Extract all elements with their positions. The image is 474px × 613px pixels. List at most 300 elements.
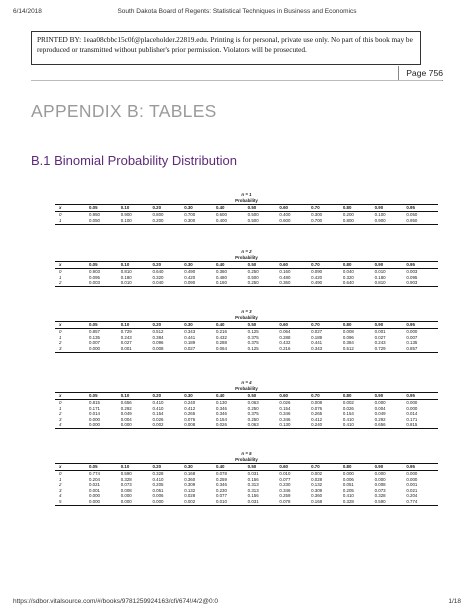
table-cell: 0.000 <box>120 422 132 428</box>
table-n-label: n = 2 <box>241 249 252 254</box>
table-cell: 0.204 <box>89 476 100 482</box>
table-cell: 0.007 <box>406 334 418 340</box>
table-cell: 0.132 <box>184 487 196 493</box>
table-cell: 0.300 <box>184 217 196 223</box>
table-row <box>55 422 438 428</box>
column-header-probability: 0.40 <box>215 261 225 267</box>
table-cell: 0.010 <box>215 498 227 504</box>
table-rule <box>55 224 438 225</box>
column-header-probability: 0.70 <box>311 392 320 398</box>
binomial-table <box>55 309 438 353</box>
column-header-x: x <box>59 392 62 398</box>
table-cell: 0.900 <box>120 212 132 218</box>
table-cell: 0.313 <box>247 487 259 493</box>
divider <box>31 80 442 81</box>
table-cell: 0.010 <box>120 280 132 286</box>
table-cell: 0.590 <box>120 471 132 477</box>
table-cell: 0.073 <box>120 482 132 488</box>
column-header-probability: 0.30 <box>184 261 193 267</box>
column-header-probability: 0.05 <box>89 392 98 398</box>
table-cell: 0.410 <box>342 416 354 422</box>
table-cell: 0.008 <box>342 329 354 335</box>
table-cell: 0.259 <box>215 476 227 482</box>
table-cell: 0.410 <box>152 405 164 411</box>
column-header-probability: 0.90 <box>374 321 384 327</box>
table-cell: 0.003 <box>89 280 100 286</box>
table-cell: 0.700 <box>311 217 323 223</box>
table-cell: 0.656 <box>374 422 386 428</box>
table-cell: 0.049 <box>120 411 132 417</box>
table-cell: 0.800 <box>152 212 164 218</box>
column-header-probability: 0.70 <box>311 204 320 210</box>
table-cell: 0.000 <box>374 400 386 406</box>
column-header-probability: 0.30 <box>184 204 193 210</box>
binomial-table <box>55 249 438 287</box>
table-cell: 0.004 <box>120 416 132 422</box>
table-cell: 0.156 <box>247 493 259 499</box>
column-header-probability: 0.50 <box>247 261 257 267</box>
row-x-value: 4 <box>59 422 62 428</box>
table-cell: 0.100 <box>374 212 386 218</box>
row-x-value: 1 <box>59 274 62 280</box>
table-rule <box>55 352 438 353</box>
table-cell: 0.154 <box>215 416 227 422</box>
column-header-probability: 0.05 <box>89 204 98 210</box>
table-cell: 0.031 <box>247 471 259 477</box>
table-cell: 0.008 <box>184 422 196 428</box>
table-cell: 0.420 <box>311 274 323 280</box>
table-cell: 0.950 <box>89 212 100 218</box>
table-header-row <box>55 205 438 212</box>
table-cell: 0.000 <box>406 405 418 411</box>
table-cell: 0.006 <box>342 476 354 482</box>
table-cell: 0.077 <box>215 493 227 499</box>
probability-label: Probability <box>235 254 258 260</box>
table-cell: 0.343 <box>184 329 196 335</box>
table-cell: 0.309 <box>311 487 323 493</box>
table-cell: 0.096 <box>152 340 164 346</box>
table-cell: 0.064 <box>215 345 227 351</box>
table-cell: 0.000 <box>89 493 100 499</box>
table-cell: 0.412 <box>184 405 196 411</box>
probability-label: Probability <box>235 197 258 203</box>
column-header-probability: 0.95 <box>406 392 415 398</box>
table-cell: 0.135 <box>406 340 418 346</box>
column-header-x: x <box>59 204 62 210</box>
table-cell: 0.410 <box>342 422 354 428</box>
table-cell: 0.328 <box>374 493 386 499</box>
table-rule <box>55 428 438 429</box>
table-n-label: n = 1 <box>241 192 252 197</box>
table-cell: 0.002 <box>152 422 164 428</box>
binomial-table <box>55 192 438 225</box>
column-header-probability: 0.30 <box>184 392 193 398</box>
table-cell: 0.400 <box>279 212 291 218</box>
table-cell: 0.259 <box>279 493 291 499</box>
table-cell: 0.313 <box>247 482 259 488</box>
row-x-value: 1 <box>59 217 62 223</box>
column-header-probability: 0.95 <box>406 261 415 267</box>
table-cell: 0.480 <box>279 274 291 280</box>
table-cell: 0.250 <box>247 416 259 422</box>
table-cell: 0.001 <box>89 487 100 493</box>
table-cell: 0.250 <box>247 280 259 286</box>
table-cell: 0.200 <box>342 212 354 218</box>
column-header-probability: 0.20 <box>152 204 162 210</box>
table-cell: 0.346 <box>279 487 291 493</box>
table-cell: 0.230 <box>215 487 227 493</box>
table-cell: 0.026 <box>215 422 227 428</box>
column-header-probability: 0.05 <box>89 463 98 469</box>
table-cell: 0.346 <box>279 411 291 417</box>
table-cell: 0.026 <box>152 416 164 422</box>
table-cell: 0.189 <box>184 340 196 346</box>
table-cell: 0.265 <box>311 411 323 417</box>
table-cell: 0.600 <box>215 212 227 218</box>
table-cell: 0.002 <box>342 400 354 406</box>
table-cell: 0.490 <box>311 280 323 286</box>
page-number-label: Page 756 <box>398 66 443 81</box>
table-cell: 0.903 <box>89 269 100 275</box>
table-cell: 0.027 <box>311 329 323 335</box>
table-cell: 0.051 <box>342 482 354 488</box>
column-header-x: x <box>59 463 62 469</box>
column-header-probability: 0.50 <box>247 463 257 469</box>
table-cell: 0.180 <box>374 274 386 280</box>
table-cell: 0.729 <box>120 329 132 335</box>
table-cell: 0.006 <box>152 493 164 499</box>
table-cell: 0.002 <box>311 471 323 477</box>
table-cell: 0.500 <box>247 217 259 223</box>
table-cell: 0.441 <box>184 334 196 340</box>
table-cell: 0.168 <box>311 498 323 504</box>
table-cell: 0.320 <box>152 274 164 280</box>
row-x-value: 2 <box>59 482 62 488</box>
column-header-probability: 0.40 <box>215 321 225 327</box>
table-cell: 0.360 <box>184 476 196 482</box>
table-row <box>55 499 438 505</box>
binomial-table <box>55 451 438 506</box>
table-cell: 0.000 <box>406 329 418 335</box>
table-header-row <box>55 393 438 400</box>
table-cell: 0.412 <box>311 416 323 422</box>
table-n-label: n = 3 <box>241 309 252 314</box>
column-header-probability: 0.70 <box>311 463 320 469</box>
column-header-probability: 0.40 <box>215 392 225 398</box>
table-cell: 0.014 <box>89 411 100 417</box>
table-cell: 0.328 <box>120 476 132 482</box>
table-cell: 0.000 <box>120 498 132 504</box>
column-header-probability: 0.30 <box>184 463 193 469</box>
column-header-probability: 0.90 <box>374 392 384 398</box>
table-cell: 0.001 <box>406 482 418 488</box>
column-header-probability: 0.20 <box>152 463 162 469</box>
column-header-probability: 0.80 <box>342 463 352 469</box>
table-cell: 0.432 <box>279 340 291 346</box>
row-x-value: 5 <box>59 498 62 504</box>
table-cell: 0.729 <box>374 345 386 351</box>
table-cell: 0.309 <box>184 482 196 488</box>
table-cell: 0.031 <box>247 498 259 504</box>
table-cell: 0.774 <box>89 471 100 477</box>
column-header-probability: 0.70 <box>311 261 320 267</box>
table-cell: 0.010 <box>374 269 386 275</box>
table-cell: 0.346 <box>215 405 227 411</box>
column-header-probability: 0.80 <box>342 261 352 267</box>
table-cell: 0.512 <box>342 345 354 351</box>
row-x-value: 4 <box>59 493 62 499</box>
table-cell: 0.328 <box>342 498 354 504</box>
table-cell: 0.008 <box>374 482 386 488</box>
table-cell: 0.441 <box>311 340 323 346</box>
column-header-probability: 0.80 <box>342 321 352 327</box>
table-cell: 0.168 <box>184 471 196 477</box>
table-cell: 0.410 <box>152 400 164 406</box>
table-cell: 0.500 <box>247 212 259 218</box>
table-cell: 0.205 <box>152 482 164 488</box>
table-cell: 0.250 <box>247 405 259 411</box>
column-header-probability: 0.10 <box>120 321 130 327</box>
table-cell: 0.360 <box>279 280 291 286</box>
column-header-probability: 0.05 <box>89 261 98 267</box>
section-title: B.1 Binomial Probability Distribution <box>31 153 237 168</box>
table-cell: 0.156 <box>247 476 259 482</box>
table-cell: 0.320 <box>342 274 354 280</box>
table-cell: 0.001 <box>120 345 132 351</box>
table-row <box>55 218 438 224</box>
table-cell: 0.243 <box>374 340 386 346</box>
table-cell: 0.004 <box>374 405 386 411</box>
table-cell: 0.001 <box>374 329 386 335</box>
column-header-probability: 0.95 <box>406 204 415 210</box>
table-cell: 0.189 <box>311 334 323 340</box>
table-cell: 0.132 <box>311 482 323 488</box>
table-cell: 0.216 <box>279 345 291 351</box>
table-cell: 0.154 <box>342 411 354 417</box>
table-row <box>55 280 438 286</box>
table-cell: 0.500 <box>247 274 259 280</box>
table-cell: 0.000 <box>406 471 418 477</box>
table-cell: 0.154 <box>152 411 164 417</box>
table-cell: 0.810 <box>374 280 386 286</box>
table-n-label: n = 5 <box>241 451 252 456</box>
binomial-table <box>55 380 438 429</box>
table-cell: 0.063 <box>247 400 259 406</box>
table-cell: 0.375 <box>247 411 259 417</box>
table-cell: 0.040 <box>342 269 354 275</box>
table-cell: 0.027 <box>184 345 196 351</box>
table-cell: 0.375 <box>247 340 259 346</box>
column-header-probability: 0.20 <box>152 392 162 398</box>
table-cell: 0.375 <box>247 334 259 340</box>
table-cell: 0.026 <box>279 400 291 406</box>
column-header-probability: 0.60 <box>279 392 288 398</box>
table-cell: 0.640 <box>342 280 354 286</box>
row-x-value: 2 <box>59 340 62 346</box>
column-header-x: x <box>59 261 62 267</box>
page-url: https://sdbor.vitalsource.com/#/books/9781259924163/cfi/674!/4/2@0:0 <box>13 598 218 605</box>
table-cell: 0.900 <box>374 217 386 223</box>
column-header-probability: 0.30 <box>184 321 193 327</box>
table-cell: 0.288 <box>215 340 227 346</box>
table-cell: 0.002 <box>184 498 196 504</box>
table-cell: 0.040 <box>152 280 164 286</box>
print-header <box>0 8 474 20</box>
column-header-probability: 0.60 <box>279 321 288 327</box>
table-cell: 0.010 <box>279 471 291 477</box>
column-header-probability: 0.95 <box>406 321 415 327</box>
table-cell: 0.078 <box>215 471 227 477</box>
table-cell: 0.216 <box>215 329 227 335</box>
copyright-notice: PRINTED BY: 1eaa08cbbc15c0f@placeholder.22819.edu. Printing is for personal, private use only. No part of this book may be reproduced or transmitted without publisher's prior permission. Violators will be prosecuted. <box>31 31 421 65</box>
column-header-probability: 0.10 <box>120 261 130 267</box>
column-header-probability: 0.80 <box>342 392 352 398</box>
table-cell: 0.240 <box>184 400 196 406</box>
table-cell: 0.100 <box>120 217 132 223</box>
table-cell: 0.000 <box>89 498 100 504</box>
table-cell: 0.360 <box>215 269 227 275</box>
table-cell: 0.000 <box>342 471 354 477</box>
table-cell: 0.240 <box>311 422 323 428</box>
column-header-probability: 0.40 <box>215 204 225 210</box>
table-cell: 0.000 <box>374 476 386 482</box>
column-header-probability: 0.20 <box>152 321 162 327</box>
table-cell: 0.000 <box>406 400 418 406</box>
table-cell: 0.640 <box>152 269 164 275</box>
column-header-probability: 0.90 <box>374 463 384 469</box>
appendix-title: APPENDIX B: TABLES <box>31 101 217 121</box>
table-cell: 0.160 <box>279 269 291 275</box>
table-cell: 0.008 <box>311 400 323 406</box>
table-rule <box>55 505 438 506</box>
table-cell: 0.400 <box>215 217 227 223</box>
table-cell: 0.090 <box>184 280 196 286</box>
table-cell: 0.050 <box>406 212 418 218</box>
table-cell: 0.480 <box>215 274 227 280</box>
column-header-probability: 0.50 <box>247 392 257 398</box>
table-cell: 0.857 <box>89 329 100 335</box>
table-cell: 0.600 <box>279 217 291 223</box>
table-cell: 0.021 <box>89 482 100 488</box>
row-x-value: 3 <box>59 487 62 493</box>
row-x-value: 1 <box>59 405 62 411</box>
table-cell: 0.300 <box>311 212 323 218</box>
table-cell: 0.021 <box>406 487 418 493</box>
table-header-row <box>55 262 438 269</box>
table-cell: 0.160 <box>215 280 227 286</box>
table-cell: 0.063 <box>247 422 259 428</box>
table-cell: 0.096 <box>342 334 354 340</box>
table-cell: 0.095 <box>89 274 100 280</box>
table-cell: 0.343 <box>311 345 323 351</box>
row-x-value: 0 <box>59 269 62 275</box>
row-x-value: 2 <box>59 280 62 286</box>
column-header-probability: 0.50 <box>247 204 257 210</box>
table-cell: 0.903 <box>406 280 418 286</box>
table-cell: 0.288 <box>279 334 291 340</box>
row-x-value: 0 <box>59 400 62 406</box>
table-cell: 0.328 <box>152 471 164 477</box>
table-cell: 0.077 <box>279 476 291 482</box>
table-cell: 0.384 <box>152 334 164 340</box>
table-cell: 0.346 <box>215 411 227 417</box>
table-cell: 0.204 <box>406 493 418 499</box>
table-cell: 0.090 <box>311 269 323 275</box>
table-cell: 0.815 <box>406 422 418 428</box>
table-cell: 0.051 <box>152 487 164 493</box>
table-cell: 0.000 <box>374 471 386 477</box>
table-n-label: n = 4 <box>241 380 252 385</box>
column-header-probability: 0.20 <box>152 261 162 267</box>
table-header-row <box>55 322 438 329</box>
table-cell: 0.656 <box>120 400 132 406</box>
row-x-value: 2 <box>59 411 62 417</box>
table-row <box>55 346 438 352</box>
column-header-probability: 0.10 <box>120 392 130 398</box>
probability-label: Probability <box>235 314 258 320</box>
table-cell: 0.007 <box>89 340 100 346</box>
table-cell: 0.420 <box>184 274 196 280</box>
print-date: 6/14/2018 <box>13 8 42 15</box>
column-header-probability: 0.60 <box>279 204 288 210</box>
table-cell: 0.049 <box>374 411 386 417</box>
table-cell: 0.360 <box>311 493 323 499</box>
table-cell: 0.027 <box>374 334 386 340</box>
table-cell: 0.432 <box>215 334 227 340</box>
table-cell: 0.200 <box>152 217 164 223</box>
row-x-value: 3 <box>59 345 62 351</box>
table-cell: 0.008 <box>152 345 164 351</box>
column-header-probability: 0.50 <box>247 321 257 327</box>
row-x-value: 3 <box>59 416 62 422</box>
column-header-probability: 0.60 <box>279 463 288 469</box>
table-cell: 0.076 <box>311 405 323 411</box>
table-cell: 0.384 <box>342 340 354 346</box>
row-x-value: 0 <box>59 471 62 477</box>
table-cell: 0.230 <box>279 482 291 488</box>
table-cell: 0.095 <box>406 274 418 280</box>
column-header-probability: 0.40 <box>215 463 225 469</box>
table-cell: 0.027 <box>120 340 132 346</box>
table-cell: 0.590 <box>374 498 386 504</box>
table-cell: 0.014 <box>406 411 418 417</box>
table-cell: 0.292 <box>374 416 386 422</box>
table-cell: 0.050 <box>89 217 100 223</box>
table-cell: 0.774 <box>406 498 418 504</box>
table-cell: 0.026 <box>342 405 354 411</box>
table-cell: 0.243 <box>120 334 132 340</box>
table-cell: 0.003 <box>406 269 418 275</box>
table-cell: 0.028 <box>311 476 323 482</box>
probability-label: Probability <box>235 385 258 391</box>
print-page-count: 1/18 <box>448 598 461 605</box>
row-x-value: 0 <box>59 212 62 218</box>
table-cell: 0.125 <box>247 345 259 351</box>
table-cell: 0.346 <box>279 416 291 422</box>
column-header-probability: 0.95 <box>406 463 415 469</box>
row-x-value: 1 <box>59 476 62 482</box>
table-cell: 0.028 <box>184 493 196 499</box>
column-header-probability: 0.60 <box>279 261 288 267</box>
table-cell: 0.800 <box>342 217 354 223</box>
table-cell: 0.180 <box>120 274 132 280</box>
table-cell: 0.000 <box>89 416 100 422</box>
table-cell: 0.000 <box>89 345 100 351</box>
table-cell: 0.815 <box>89 400 100 406</box>
row-x-value: 1 <box>59 334 62 340</box>
table-cell: 0.810 <box>120 269 132 275</box>
table-cell: 0.205 <box>342 487 354 493</box>
